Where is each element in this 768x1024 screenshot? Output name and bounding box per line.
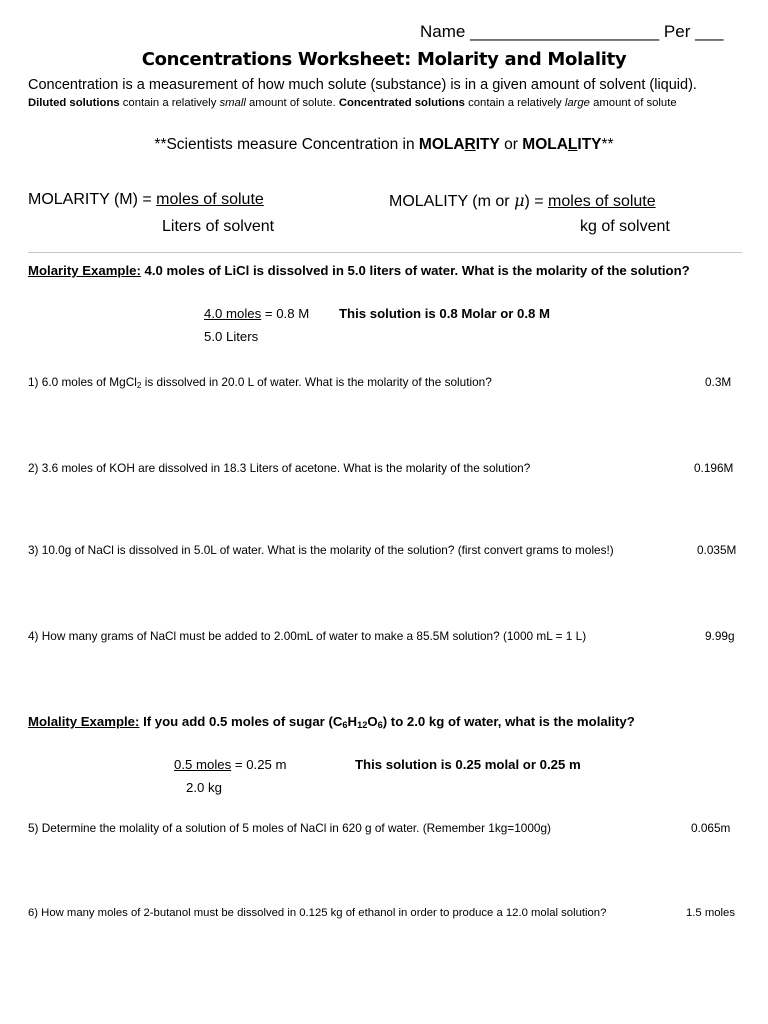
molality-example-denominator: 2.0 kg: [186, 780, 222, 795]
question-2: 2) 3.6 moles of KOH are dissolved in 18.3 Liters of acetone. What is the molarity of the solution?: [28, 461, 531, 475]
question-5: 5) Determine the molality of a solution of 5 moles of NaCl in 620 g of water. (Remember 1kg=1000g): [28, 821, 551, 835]
molality-formula-numerator: MOLALITY (m or μ) = moles of solute: [389, 191, 656, 210]
molality-example-conclusion: This solution is 0.25 molal or 0.25 m: [355, 757, 581, 772]
molality-word: MOLALITY: [522, 136, 602, 153]
name-period-line: [420, 22, 724, 42]
mu-symbol: μ: [514, 191, 525, 210]
molarity-example: Molarity Example: 4.0 moles of LiCl is dissolved in 5.0 liters of water. What is the molarity of the solution?: [28, 263, 690, 278]
question-1: 1) 6.0 moles of MgCl$_2$ is dissolved in 20.0 L of water. What is the molarity of the solution?: [28, 375, 492, 390]
molarity-example-denominator: 5.0 Liters: [204, 329, 259, 344]
large-emph: large: [564, 97, 590, 109]
molarity-example-label: Molarity Example:: [28, 263, 141, 278]
period-label: Per: [663, 22, 691, 41]
molality-example: Molality Example: If you add 0.5 moles of sugar $(C_6H_{12}O_6)$ to 2.0 kg of water, what is the molality?: [28, 714, 635, 730]
question-4: 4) How many grams of NaCl must be added to 2.00mL of water to make a 85.5M solution? (1000 mL = 1 L): [28, 629, 587, 643]
answer-1: 0.3M: [705, 375, 732, 389]
molality-example-calc: 0.5 moles = 0.25 m: [174, 757, 287, 772]
worksheet-title: Concentrations Worksheet: Molarity and Molality: [141, 49, 627, 70]
molality-example-label: Molality Example:: [28, 714, 140, 729]
question-6: 6) How many moles of 2-butanol must be dissolved in 0.125 kg of ethanol in order to produce a 12.0 molal solution?: [28, 907, 607, 919]
molality-formula-denominator: kg of solvent: [580, 218, 670, 235]
scientists-measure-line: **Scientists measure Concentration in MOLARITY or MOLALITY**: [154, 136, 614, 153]
molarity-formula-denominator: Liters of solvent: [162, 218, 275, 235]
molarity-example-calc: 4.0 moles = 0.8 M: [204, 306, 310, 321]
molarity-example-conclusion: This solution is 0.8 Molar or 0.8 M: [339, 306, 551, 321]
molarity-formula-numerator: MOLARITY (M) = moles of solute: [28, 191, 264, 208]
answer-2: 0.196M: [694, 461, 734, 475]
answer-4: 9.99g: [705, 629, 735, 643]
intro-dilute-concentrated: Diluted solutions contain a relatively small amount of solute. Concentrated solutions contain a relatively large amount of solute: [28, 97, 677, 109]
diluted-term: Diluted solutions: [28, 97, 120, 109]
molarity-word: MOLARITY: [418, 136, 500, 153]
concentrated-term: Concentrated solutions: [338, 97, 465, 109]
small-emph: small: [219, 97, 246, 109]
period-blank[interactable]: ___: [695, 22, 724, 41]
answer-3: 0.035M: [697, 543, 737, 557]
name-blank[interactable]: ____________________: [470, 22, 660, 41]
answer-5: 0.065m: [691, 821, 731, 835]
question-3: 3) 10.0g of NaCl is dissolved in 5.0L of water. What is the molarity of the solution? (first convert grams to moles!): [28, 543, 614, 557]
intro-definition: Concentration is a measurement of how much solute (substance) is in a given amount of solvent (liquid).: [28, 77, 697, 93]
answer-6: 1.5 moles: [686, 907, 735, 919]
section-divider: [28, 252, 742, 253]
name-label: Name: [420, 22, 466, 41]
